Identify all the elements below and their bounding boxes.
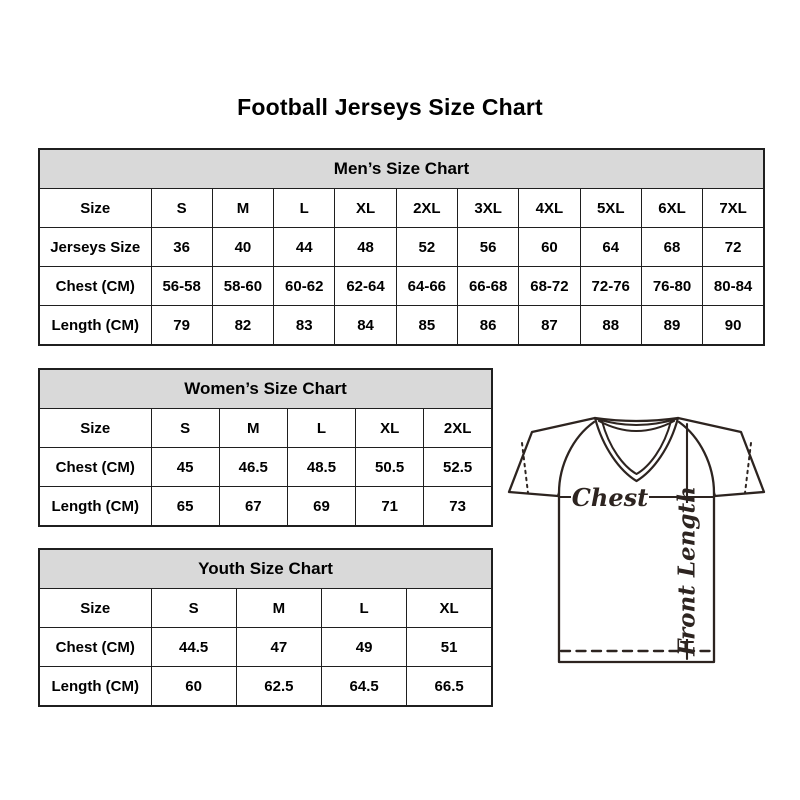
value-cell: 90 bbox=[703, 306, 764, 346]
value-cell: 7XL bbox=[703, 189, 764, 228]
value-cell: M bbox=[219, 409, 287, 448]
value-cell: 49 bbox=[322, 628, 407, 667]
value-cell: 87 bbox=[519, 306, 580, 346]
value-cell: 60-62 bbox=[274, 267, 335, 306]
value-cell: 72-76 bbox=[580, 267, 641, 306]
men-table-title: Men’s Size Chart bbox=[39, 149, 764, 189]
value-cell: 47 bbox=[236, 628, 321, 667]
value-cell: 85 bbox=[396, 306, 457, 346]
youth-table-title: Youth Size Chart bbox=[39, 549, 492, 589]
value-cell: L bbox=[322, 589, 407, 628]
value-cell: 65 bbox=[151, 487, 219, 527]
women-table-title: Women’s Size Chart bbox=[39, 369, 492, 409]
value-cell: 62-64 bbox=[335, 267, 396, 306]
chest-measure-label: Chest bbox=[571, 483, 649, 512]
value-cell: 4XL bbox=[519, 189, 580, 228]
row-label: Length (CM) bbox=[39, 306, 151, 346]
row-label: Chest (CM) bbox=[39, 448, 151, 487]
page-title: Football Jerseys Size Chart bbox=[237, 94, 543, 120]
value-cell: 56 bbox=[457, 228, 518, 267]
value-cell: 60 bbox=[519, 228, 580, 267]
value-cell: 66-68 bbox=[457, 267, 518, 306]
value-cell: XL bbox=[407, 589, 492, 628]
collar-inner-v bbox=[602, 421, 671, 474]
value-cell: XL bbox=[335, 189, 396, 228]
value-cell: M bbox=[236, 589, 321, 628]
value-cell: 45 bbox=[151, 448, 219, 487]
row-label: Jerseys Size bbox=[39, 228, 151, 267]
value-cell: 64-66 bbox=[396, 267, 457, 306]
value-cell: 52 bbox=[396, 228, 457, 267]
value-cell: 51 bbox=[407, 628, 492, 667]
value-cell: 62.5 bbox=[236, 667, 321, 707]
women-table-row bbox=[39, 448, 492, 487]
women-table-row bbox=[39, 409, 492, 448]
value-cell: 66.5 bbox=[407, 667, 492, 707]
value-cell: 48 bbox=[335, 228, 396, 267]
value-cell: 89 bbox=[641, 306, 702, 346]
value-cell: 67 bbox=[219, 487, 287, 527]
value-cell: 52.5 bbox=[424, 448, 492, 487]
mens-size-table bbox=[38, 148, 765, 346]
value-cell: 88 bbox=[580, 306, 641, 346]
value-cell: S bbox=[151, 189, 212, 228]
value-cell: 44.5 bbox=[151, 628, 236, 667]
value-cell: 73 bbox=[424, 487, 492, 527]
row-label: Size bbox=[39, 409, 151, 448]
value-cell: 5XL bbox=[580, 189, 641, 228]
youth-table-row bbox=[39, 667, 492, 707]
men-table-row bbox=[39, 189, 764, 228]
value-cell: 2XL bbox=[396, 189, 457, 228]
value-cell: 82 bbox=[212, 306, 273, 346]
value-cell: 68 bbox=[641, 228, 702, 267]
jersey-measurement-diagram bbox=[503, 403, 775, 665]
jersey-outline-drawing bbox=[503, 403, 775, 665]
value-cell: 86 bbox=[457, 306, 518, 346]
value-cell: M bbox=[212, 189, 273, 228]
value-cell: 44 bbox=[274, 228, 335, 267]
value-cell: 60 bbox=[151, 667, 236, 707]
right-armhole-seam bbox=[679, 422, 714, 493]
value-cell: 64 bbox=[580, 228, 641, 267]
value-cell: 56-58 bbox=[151, 267, 212, 306]
value-cell: 58-60 bbox=[212, 267, 273, 306]
value-cell: 83 bbox=[274, 306, 335, 346]
youth-table-row bbox=[39, 628, 492, 667]
value-cell: 50.5 bbox=[356, 448, 424, 487]
row-label: Size bbox=[39, 189, 151, 228]
men-table-row bbox=[39, 306, 764, 346]
value-cell: 80-84 bbox=[703, 267, 764, 306]
value-cell: 64.5 bbox=[322, 667, 407, 707]
value-cell: S bbox=[151, 589, 236, 628]
jersey-body-outline bbox=[509, 418, 764, 662]
value-cell: 69 bbox=[287, 487, 355, 527]
men-table-row bbox=[39, 228, 764, 267]
value-cell: 2XL bbox=[424, 409, 492, 448]
womens-size-table bbox=[38, 368, 493, 527]
youth-size-table bbox=[38, 548, 493, 707]
row-label: Chest (CM) bbox=[39, 267, 151, 306]
value-cell: 76-80 bbox=[641, 267, 702, 306]
value-cell: 3XL bbox=[457, 189, 518, 228]
value-cell: 40 bbox=[212, 228, 273, 267]
value-cell: 79 bbox=[151, 306, 212, 346]
row-label: Size bbox=[39, 589, 151, 628]
value-cell: L bbox=[274, 189, 335, 228]
row-label: Chest (CM) bbox=[39, 628, 151, 667]
value-cell: L bbox=[287, 409, 355, 448]
value-cell: 68-72 bbox=[519, 267, 580, 306]
row-label: Length (CM) bbox=[39, 487, 151, 527]
collar-outer-v bbox=[595, 418, 678, 481]
row-label: Length (CM) bbox=[39, 667, 151, 707]
women-table-row bbox=[39, 487, 492, 527]
value-cell: 46.5 bbox=[219, 448, 287, 487]
front-length-measure-label: Front Length bbox=[673, 486, 701, 656]
men-table-row bbox=[39, 267, 764, 306]
value-cell: 6XL bbox=[641, 189, 702, 228]
value-cell: 48.5 bbox=[287, 448, 355, 487]
value-cell: 36 bbox=[151, 228, 212, 267]
value-cell: 72 bbox=[703, 228, 764, 267]
value-cell: 71 bbox=[356, 487, 424, 527]
value-cell: S bbox=[151, 409, 219, 448]
value-cell: 84 bbox=[335, 306, 396, 346]
youth-table-row bbox=[39, 589, 492, 628]
value-cell: XL bbox=[356, 409, 424, 448]
